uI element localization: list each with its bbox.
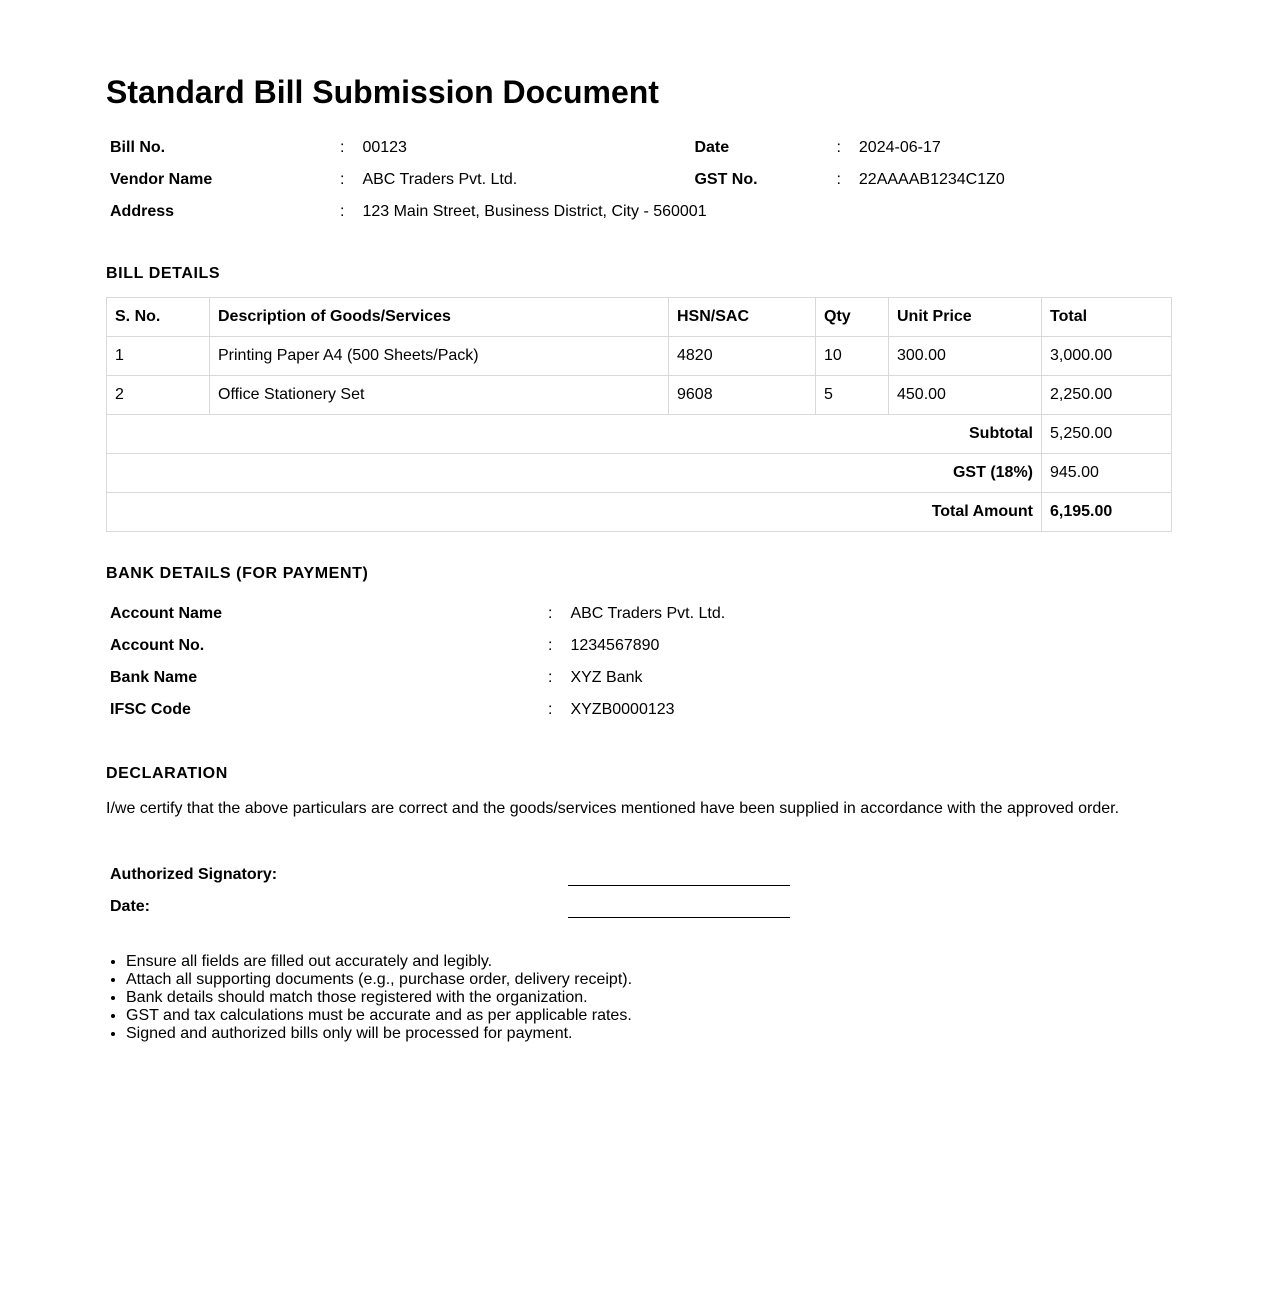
ifsc-label: IFSC Code <box>110 701 191 718</box>
header-row-bill-no <box>106 132 1009 164</box>
total-amount-label: Total Amount <box>107 493 1042 532</box>
bank-name-value: XYZ Bank <box>570 669 643 686</box>
table-cell: Printing Paper A4 (500 Sheets/Pack) <box>210 337 669 376</box>
account-name-value: ABC Traders Pvt. Ltd. <box>570 605 726 622</box>
table-header-row <box>107 298 1172 337</box>
instructions-list <box>106 953 1172 1043</box>
bank-row <box>106 694 729 726</box>
table-cell: 5 <box>816 376 889 415</box>
subtotal-value: 5,250.00 <box>1042 415 1172 454</box>
subtotal-row <box>107 415 1172 454</box>
gst-no-value: 22AAAAB1234C1Z0 <box>858 171 1005 188</box>
subtotal-label: Subtotal <box>107 415 1042 454</box>
address-label: Address <box>110 203 175 220</box>
list-item: • Ensure all fields are filled out accurately and legibly. <box>126 953 1172 971</box>
column-header: Total <box>1042 298 1172 337</box>
authorized-signatory-label: Authorized Signatory: <box>110 866 278 883</box>
header-info-table <box>106 132 1009 228</box>
gst-label: GST (18%) <box>107 454 1042 493</box>
colon: : <box>836 139 841 156</box>
gst-value: 945.00 <box>1042 454 1172 493</box>
table-cell: 10 <box>816 337 889 376</box>
list-item: • Signed and authorized bills only will be processed for payment. <box>126 1025 1172 1043</box>
column-header: Description of Goods/Services <box>210 298 669 337</box>
account-no-label: Account No. <box>110 637 205 654</box>
colon: : <box>548 605 553 622</box>
vendor-label: Vendor Name <box>110 171 213 188</box>
total-amount-value: 6,195.00 <box>1042 493 1172 532</box>
table-cell: 2 <box>107 376 210 415</box>
bill-details-title: BILL DETAILS <box>106 265 221 282</box>
sign-date-row <box>106 891 794 923</box>
colon: : <box>340 203 345 220</box>
table-cell: 1 <box>107 337 210 376</box>
bank-row <box>106 662 729 694</box>
ifsc-value: XYZB0000123 <box>570 701 675 718</box>
table-row <box>107 337 1172 376</box>
table-cell: 4820 <box>669 337 816 376</box>
gst-no-label: GST No. <box>694 171 758 188</box>
page-title: Standard Bill Submission Document <box>106 74 659 110</box>
table-cell: 300.00 <box>889 337 1042 376</box>
bill-no-value: 00123 <box>362 139 407 156</box>
header-row-address <box>106 196 1009 228</box>
sign-date-label: Date: <box>110 898 151 915</box>
declaration-text: I/we certify that the above particulars are correct and the goods/services mentioned have been supplied in accordance with the approved order. <box>106 800 1120 817</box>
date-label: Date <box>694 139 730 156</box>
date-value: 2024-06-17 <box>858 139 941 156</box>
table-row <box>107 376 1172 415</box>
colon: : <box>836 171 841 188</box>
account-no-value: 1234567890 <box>570 637 660 654</box>
list-item: • Bank details should match those registered with the organization. <box>126 989 1172 1007</box>
column-header: S. No. <box>107 298 210 337</box>
bank-details-title: BANK DETAILS (FOR PAYMENT) <box>106 565 369 582</box>
account-name-label: Account Name <box>110 605 223 622</box>
vendor-value: ABC Traders Pvt. Ltd. <box>362 171 518 188</box>
signature-line-cell <box>564 859 794 891</box>
colon: : <box>340 139 345 156</box>
signature-line <box>568 869 790 886</box>
colon: : <box>548 669 553 686</box>
colon: : <box>340 171 345 188</box>
table-cell: 9608 <box>669 376 816 415</box>
date-line <box>568 901 790 918</box>
signature-table <box>106 859 794 923</box>
column-header: Unit Price <box>889 298 1042 337</box>
bank-name-label: Bank Name <box>110 669 198 686</box>
table-cell: 3,000.00 <box>1042 337 1172 376</box>
header-row-vendor <box>106 164 1009 196</box>
bank-row <box>106 630 729 662</box>
bill-no-label: Bill No. <box>110 139 166 156</box>
list-item: • Attach all supporting documents (e.g., purchase order, delivery receipt). <box>126 971 1172 989</box>
signatory-row <box>106 859 794 891</box>
table-cell: Office Stationery Set <box>210 376 669 415</box>
colon: : <box>548 637 553 654</box>
address-value: 123 Main Street, Business District, City - 560001 <box>362 203 707 220</box>
column-header: Qty <box>816 298 889 337</box>
date-line-cell <box>564 891 794 923</box>
table-cell: 450.00 <box>889 376 1042 415</box>
total-row <box>107 493 1172 532</box>
bank-row <box>106 598 729 630</box>
gst-row <box>107 454 1172 493</box>
list-item: • GST and tax calculations must be accurate and as per applicable rates. <box>126 1007 1172 1025</box>
colon: : <box>548 701 553 718</box>
bill-items-table <box>106 297 1172 532</box>
declaration-title: DECLARATION <box>106 765 228 782</box>
table-cell: 2,250.00 <box>1042 376 1172 415</box>
column-header: HSN/SAC <box>669 298 816 337</box>
bank-details-table <box>106 598 729 726</box>
